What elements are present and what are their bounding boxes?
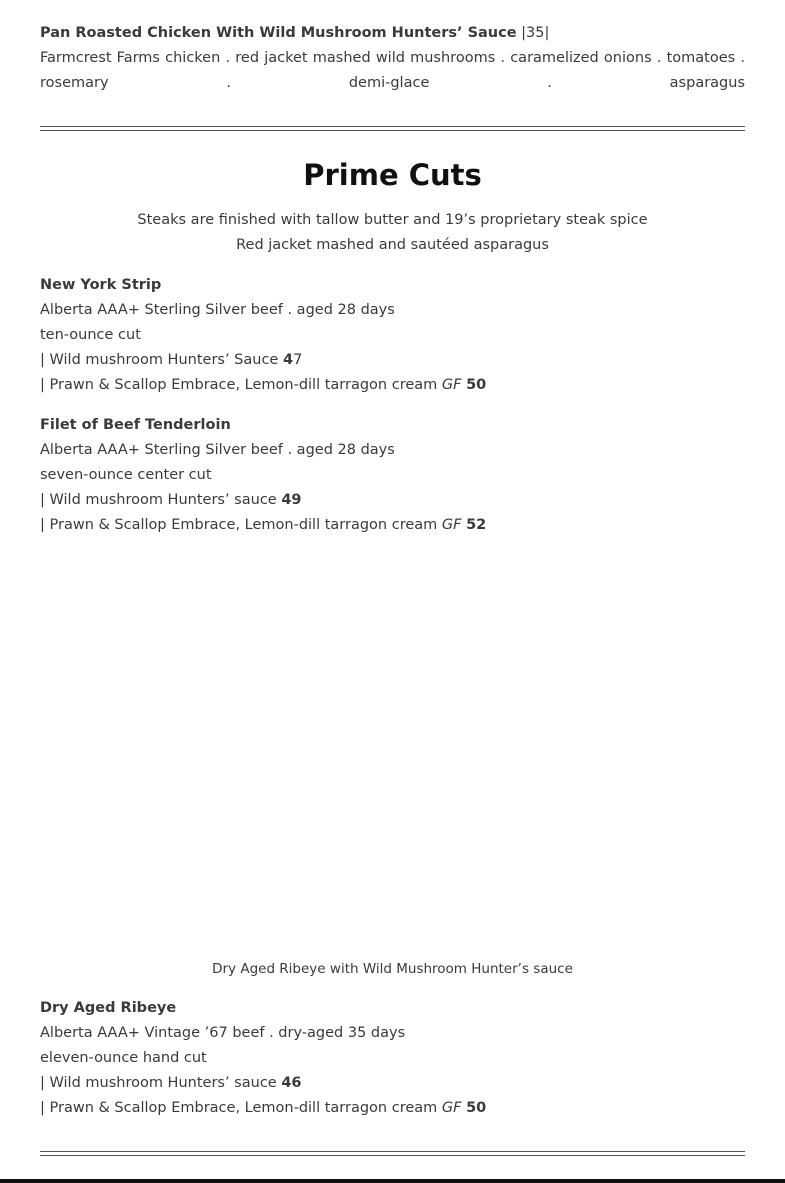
dish-line: Alberta AAA+ Vintage ’67 beef . dry-aged 35 days	[40, 1025, 406, 1041]
chicken-description: Farmcrest Farms chicken . red jacket mashed wild mushrooms . caramelized onions . tomatoes . rosemary . demi-glace . asparagus	[40, 50, 745, 91]
dish-option	[40, 373, 745, 398]
option-label: | Wild mushroom Hunters’ sauce	[40, 492, 282, 508]
section-note-1: Steaks are finished with tallow butter and 19’s proprietary steak spice	[137, 212, 648, 228]
dish-line: seven-ounce center cut	[40, 467, 212, 483]
section-divider	[40, 126, 745, 131]
chicken-heading	[40, 21, 745, 46]
dish-filet-tenderloin	[40, 413, 745, 538]
option-price: 50	[466, 377, 487, 393]
dish-option	[40, 488, 745, 513]
dish-line: eleven-ounce hand cut	[40, 1050, 207, 1066]
dish-option	[40, 1071, 745, 1096]
gf-tag: GF	[441, 1100, 462, 1116]
option-price: 50	[466, 1100, 487, 1116]
dish-name: Dry Aged Ribeye	[40, 1000, 177, 1016]
chicken-price: |35|	[521, 25, 550, 41]
dish-option	[40, 1096, 745, 1121]
dish-new-york-strip	[40, 273, 745, 398]
chicken-dish	[40, 21, 745, 96]
option-label: | Prawn & Scallop Embrace, Lemon-dill tarragon cream	[40, 1100, 442, 1116]
gf-tag: GF	[441, 377, 462, 393]
dish-name: Filet of Beef Tenderloin	[40, 417, 231, 433]
option-price: 4	[282, 352, 294, 368]
dish-option	[40, 513, 745, 538]
section-divider	[40, 1151, 745, 1156]
option-label: | Prawn & Scallop Embrace, Lemon-dill tarragon cream	[40, 517, 442, 533]
section-note-2: Red jacket mashed and sautéed asparagus	[236, 237, 549, 253]
image-caption: Dry Aged Ribeye with Wild Mushroom Hunter’s sauce	[212, 961, 573, 977]
dish-dry-aged-ribeye	[40, 996, 745, 1121]
section-title: Prime Cuts	[303, 158, 482, 192]
option-label: | Wild mushroom Hunters’ Sauce	[40, 352, 283, 368]
chicken-name: Pan Roasted Chicken With Wild Mushroom Hunters’ Sauce	[40, 25, 517, 41]
dish-option	[40, 348, 745, 373]
option-price: 52	[466, 517, 487, 533]
dish-line: ten-ounce cut	[40, 327, 141, 343]
option-label: | Prawn & Scallop Embrace, Lemon-dill tarragon cream	[40, 377, 442, 393]
dish-name: New York Strip	[40, 277, 162, 293]
option-price: 49	[281, 492, 302, 508]
dish-line: Alberta AAA+ Sterling Silver beef . aged 28 days	[40, 442, 395, 458]
footer-bar	[0, 1179, 785, 1183]
dish-line: Alberta AAA+ Sterling Silver beef . aged 28 days	[40, 302, 395, 318]
gf-tag: GF	[441, 517, 462, 533]
option-price-rest: 7	[293, 352, 303, 368]
option-price: 46	[281, 1075, 302, 1091]
option-label: | Wild mushroom Hunters’ sauce	[40, 1075, 282, 1091]
